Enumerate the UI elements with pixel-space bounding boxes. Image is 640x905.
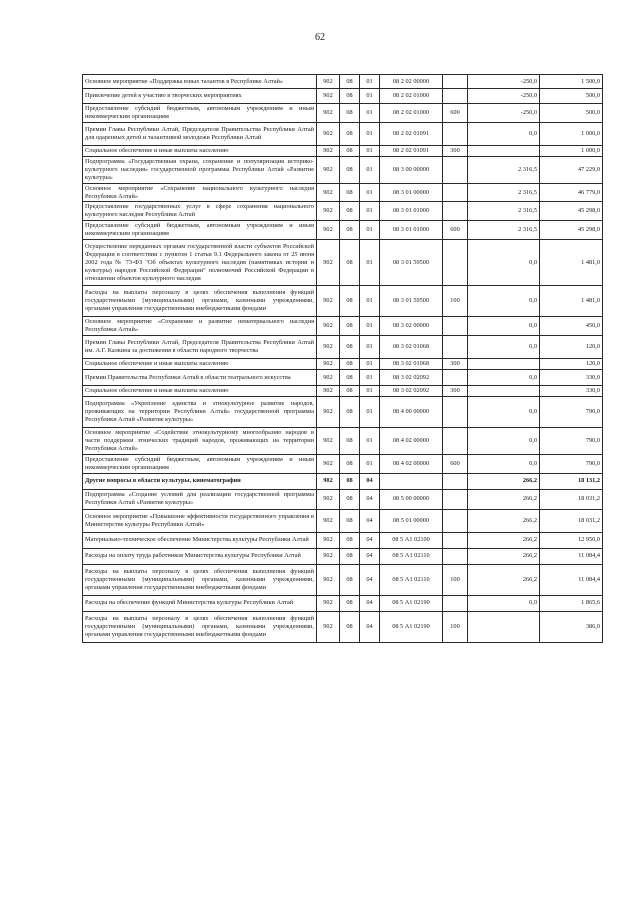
admin-code: 902 [317,595,340,611]
target-code: 08 3 01 01000 [380,221,443,240]
section-code: 08 [340,611,360,642]
table-row [83,509,603,532]
expense-type-code [443,122,468,145]
subsection-code: 01 [360,75,380,89]
admin-code: 902 [317,358,340,369]
row-name: Предоставление государственных услуг в сфере сохранения национального культурного наследия Республики Алтай [83,202,317,221]
admin-code: 902 [317,75,340,89]
change-amount: -250,0 [468,89,540,104]
admin-code: 902 [317,369,340,385]
subsection-code: 01 [360,358,380,369]
change-amount: -250,0 [468,75,540,89]
section-code: 08 [340,564,360,595]
admin-code: 902 [317,509,340,532]
section-code: 08 [340,509,360,532]
target-code [380,473,443,489]
target-code: 08 2 02 01000 [380,89,443,104]
admin-code: 902 [317,335,340,358]
target-code: 08 3 02 02092 [380,385,443,396]
subsection-code: 04 [360,532,380,548]
admin-code: 902 [317,104,340,123]
total-amount: 18 031,2 [540,489,603,509]
target-code: 08 4 00 00000 [380,396,443,427]
table-row [83,335,603,358]
subsection-code: 01 [360,454,380,473]
row-name: Премии Главы Республики Алтай, Председателя Правительства Республики Алтай им. А.Г. Калкина за достижения в области народного творчества [83,335,317,358]
expense-type-code [443,427,468,454]
row-name: Премии Правительства Республики Алтай в области театрального искусства [83,369,317,385]
expense-type-code: 300 [443,358,468,369]
budget-table [82,74,603,643]
admin-code: 902 [317,240,340,286]
target-code: 08 5 А1 02190 [380,611,443,642]
total-amount: 1 000,0 [540,145,603,156]
change-amount: -250,0 [468,104,540,123]
subsection-code: 01 [360,183,380,202]
change-amount: 0,0 [468,427,540,454]
change-amount: 266,2 [468,509,540,532]
total-amount: 500,0 [540,89,603,104]
expense-type-code [443,473,468,489]
row-name: Основное мероприятие «Содействие этнокультурному многообразию народов в части поддержки этнических традиций народов, проживающих на территории Республики Алтай» [83,427,317,454]
total-amount: 18 031,2 [540,509,603,532]
change-amount: 0,0 [468,240,540,286]
row-name: Другие вопросы в области культуры, кинематографии [83,473,317,489]
table-row [83,369,603,385]
section-code: 08 [340,454,360,473]
subsection-code: 01 [360,427,380,454]
target-code: 08 4 02 00000 [380,427,443,454]
admin-code: 902 [317,427,340,454]
total-amount: 11 084,4 [540,564,603,595]
total-amount: 12 950,0 [540,532,603,548]
row-name: Расходы на обеспечение функций Министерства культуры Республики Алтай [83,595,317,611]
table-row [83,427,603,454]
table-row [83,183,603,202]
expense-type-code [443,335,468,358]
section-code: 08 [340,385,360,396]
subsection-code: 01 [360,286,380,317]
admin-code: 902 [317,473,340,489]
total-amount: 386,0 [540,611,603,642]
total-amount: 450,0 [540,317,603,336]
change-amount: 0,0 [468,335,540,358]
change-amount: 0,0 [468,595,540,611]
total-amount: 790,0 [540,427,603,454]
row-name: Подпрограмма «Государственная охрана, сохранение и популяризация историко-культурного наследия» государственной программы Республики Алтай «Развитие культуры» [83,156,317,183]
target-code: 08 3 02 00000 [380,317,443,336]
row-name: Основное мероприятие «Сохранение и развитие нематериального наследия Республики Алтай» [83,317,317,336]
change-amount: 266,2 [468,473,540,489]
table-row [83,385,603,396]
expense-type-code [443,75,468,89]
expense-type-code: 600 [443,104,468,123]
row-name: Расходы на выплаты персоналу в целях обеспечения выполнения функций государственными (муниципальными) органами, казенными учреждениями, органами управления государственными внебюджетными фондами [83,611,317,642]
row-name: Предоставление субсидий бюджетным, автономным учреждениям и иным некоммерческим организациям [83,104,317,123]
target-code: 08 3 01 00000 [380,183,443,202]
subsection-code: 01 [360,240,380,286]
change-amount: 2 316,5 [468,156,540,183]
section-code: 08 [340,145,360,156]
total-amount: 1 000,0 [540,122,603,145]
admin-code: 902 [317,532,340,548]
expense-type-code [443,396,468,427]
change-amount: 0,0 [468,369,540,385]
expense-type-code [443,202,468,221]
table-row [83,202,603,221]
expense-type-code [443,240,468,286]
total-amount: 120,0 [540,335,603,358]
row-name: Подпрограмма «Укрепление единства и этнокультурное развитие народов, проживающих на территории Республики Алтай» государственной программы Республики Алтай «Развитие культуры» [83,396,317,427]
target-code: 08 5 А1 02100 [380,532,443,548]
target-code: 08 3 01 01000 [380,202,443,221]
total-amount: 1 865,6 [540,595,603,611]
change-amount [468,385,540,396]
page-number: 62 [315,32,325,43]
admin-code: 902 [317,489,340,509]
table-row [83,156,603,183]
table-row [83,454,603,473]
table-row [83,240,603,286]
row-name: Привлечение детей к участию в творческих мероприятиях [83,89,317,104]
total-amount: 120,0 [540,358,603,369]
change-amount: 0,0 [468,396,540,427]
expense-type-code [443,183,468,202]
row-name: Основное мероприятие «Повышение эффективности государственного управления в Министерстве культуры Республики Алтай» [83,509,317,532]
total-amount: 330,0 [540,385,603,396]
table-row [83,595,603,611]
expense-type-code: 100 [443,286,468,317]
target-code: 08 5 А1 02110 [380,564,443,595]
row-name: Предоставление субсидий бюджетным, автономным учреждениям и иным некоммерческим организациям [83,454,317,473]
change-amount: 0,0 [468,454,540,473]
admin-code: 902 [317,611,340,642]
total-amount: 790,0 [540,454,603,473]
row-name: Расходы на выплаты персоналу в целях обеспечения выполнения функций государственными (муниципальными) органами, казенными учреждениями, органами управления государственными внебюджетными фондами [83,286,317,317]
total-amount: 45 298,0 [540,202,603,221]
row-name: Премии Главы Республики Алтай, Председателя Правительства Республики Алтай для одаренных детей и талантливой молодежи Республики Алтай [83,122,317,145]
section-code: 08 [340,532,360,548]
target-code: 08 3 01 59500 [380,286,443,317]
admin-code: 902 [317,183,340,202]
table-row [83,221,603,240]
subsection-code: 01 [360,145,380,156]
table-row [83,89,603,104]
change-amount: 0,0 [468,286,540,317]
total-amount: 11 084,4 [540,548,603,564]
total-amount: 46 779,0 [540,183,603,202]
subsection-code: 01 [360,385,380,396]
change-amount [468,611,540,642]
section-code: 08 [340,286,360,317]
target-code: 08 4 02 00000 [380,454,443,473]
subsection-code: 01 [360,202,380,221]
admin-code: 902 [317,221,340,240]
subsection-code: 04 [360,548,380,564]
target-code: 08 2 02 01091 [380,145,443,156]
subsection-code: 01 [360,317,380,336]
row-name: Социальное обеспечение и иные выплаты населению [83,358,317,369]
subsection-code: 04 [360,611,380,642]
table-row [83,532,603,548]
subsection-code: 01 [360,396,380,427]
section-code: 08 [340,75,360,89]
row-name: Расходы на оплату труда работников Министерства культуры Республики Алтай [83,548,317,564]
expense-type-code [443,595,468,611]
subsection-code: 04 [360,509,380,532]
subsection-code: 04 [360,564,380,595]
expense-type-code [443,369,468,385]
target-code: 08 3 02 01068 [380,335,443,358]
total-amount: 1 481,0 [540,240,603,286]
change-amount: 266,2 [468,489,540,509]
table-row [83,122,603,145]
admin-code: 902 [317,286,340,317]
admin-code: 902 [317,156,340,183]
section-code: 08 [340,473,360,489]
admin-code: 902 [317,202,340,221]
table-row [83,396,603,427]
admin-code: 902 [317,145,340,156]
change-amount: 2 316,5 [468,183,540,202]
admin-code: 902 [317,564,340,595]
section-code: 08 [340,317,360,336]
total-amount: 1 481,0 [540,286,603,317]
table-row [83,145,603,156]
total-amount: 18 131,2 [540,473,603,489]
subsection-code: 01 [360,122,380,145]
table-row [83,358,603,369]
section-code: 08 [340,221,360,240]
row-name: Подпрограмма «Создание условий для реализации государственной программы Республики Алтай «Развитие культуры» [83,489,317,509]
expense-type-code: 600 [443,221,468,240]
change-amount: 2 316,5 [468,221,540,240]
section-code: 08 [340,183,360,202]
section-code: 08 [340,240,360,286]
section-code: 08 [340,358,360,369]
admin-code: 902 [317,396,340,427]
subsection-code: 01 [360,221,380,240]
target-code: 08 3 02 02092 [380,369,443,385]
table-row [83,489,603,509]
subsection-code: 01 [360,104,380,123]
target-code: 08 5 00 00000 [380,489,443,509]
change-amount: 266,2 [468,564,540,595]
row-name: Основное мероприятие «Сохранение национального культурного наследия Республики Алтай» [83,183,317,202]
admin-code: 902 [317,454,340,473]
section-code: 08 [340,489,360,509]
target-code: 08 3 00 00000 [380,156,443,183]
target-code: 08 3 02 01068 [380,358,443,369]
target-code: 08 5 А1 02190 [380,595,443,611]
change-amount: 0,0 [468,122,540,145]
subsection-code: 04 [360,489,380,509]
total-amount: 47 229,0 [540,156,603,183]
row-name: Расходы на выплаты персоналу в целях обеспечения выполнения функций государственными (муниципальными) органами, казенными учреждениями, органами управления государственными внебюджетными фондами [83,564,317,595]
total-amount: 330,0 [540,369,603,385]
target-code: 08 3 01 59500 [380,240,443,286]
expense-type-code [443,317,468,336]
expense-type-code: 600 [443,454,468,473]
change-amount [468,358,540,369]
change-amount: 0,0 [468,317,540,336]
expense-type-code: 100 [443,564,468,595]
expense-type-code: 300 [443,385,468,396]
admin-code: 902 [317,317,340,336]
row-name: Предоставление субсидий бюджетным, автономным учреждениям и иным некоммерческим организациям [83,221,317,240]
change-amount: 266,2 [468,532,540,548]
total-amount: 500,0 [540,104,603,123]
section-code: 08 [340,369,360,385]
table-row [83,317,603,336]
section-code: 08 [340,104,360,123]
subsection-code: 01 [360,89,380,104]
total-amount: 45 298,0 [540,221,603,240]
expense-type-code [443,156,468,183]
section-code: 08 [340,89,360,104]
change-amount: 2 316,5 [468,202,540,221]
expense-type-code: 100 [443,611,468,642]
table-row [83,564,603,595]
target-code: 08 5 01 00000 [380,509,443,532]
admin-code: 902 [317,89,340,104]
expense-type-code [443,532,468,548]
expense-type-code [443,489,468,509]
expense-type-code [443,509,468,532]
expense-type-code: 300 [443,145,468,156]
admin-code: 902 [317,122,340,145]
admin-code: 902 [317,548,340,564]
table-row [83,286,603,317]
row-name: Социальное обеспечение и иные выплаты населению [83,145,317,156]
table-row [83,548,603,564]
row-name: Социальное обеспечение и иные выплаты населению [83,385,317,396]
table-row [83,611,603,642]
section-code: 08 [340,427,360,454]
section-code: 08 [340,548,360,564]
target-code: 08 2 02 01091 [380,122,443,145]
row-name: Материально-техническое обеспечение Министерства культуры Республики Алтай [83,532,317,548]
table-row [83,104,603,123]
section-code: 08 [340,335,360,358]
total-amount: 790,0 [540,396,603,427]
row-name: Основное мероприятие «Поддержка юных талантов в Республике Алтай» [83,75,317,89]
subsection-code: 01 [360,156,380,183]
budget-body [83,75,603,643]
section-code: 08 [340,595,360,611]
section-code: 08 [340,396,360,427]
table-row [83,473,603,489]
row-name: Осуществление переданных органам государственной власти субъектов Российской Федерации в соответствии с пунктом 1 статьи 9.1 Федерального закона от 25 июня 2002 года № 73-ФЗ "Об объектах культурного наследия (памятниках истории и культуры) народов Российской Федерации" полномочий Российской Федерации в отношении объектов культурного наследия [83,240,317,286]
subsection-code: 04 [360,595,380,611]
subsection-code: 01 [360,335,380,358]
expense-type-code [443,548,468,564]
subsection-code: 04 [360,473,380,489]
target-code: 08 2 02 00000 [380,75,443,89]
target-code: 08 2 02 01000 [380,104,443,123]
target-code: 08 5 А1 02110 [380,548,443,564]
admin-code: 902 [317,385,340,396]
expense-type-code [443,89,468,104]
table-row [83,75,603,89]
section-code: 08 [340,202,360,221]
change-amount: 266,2 [468,548,540,564]
total-amount: 1 500,0 [540,75,603,89]
subsection-code: 01 [360,369,380,385]
change-amount [468,145,540,156]
section-code: 08 [340,156,360,183]
section-code: 08 [340,122,360,145]
